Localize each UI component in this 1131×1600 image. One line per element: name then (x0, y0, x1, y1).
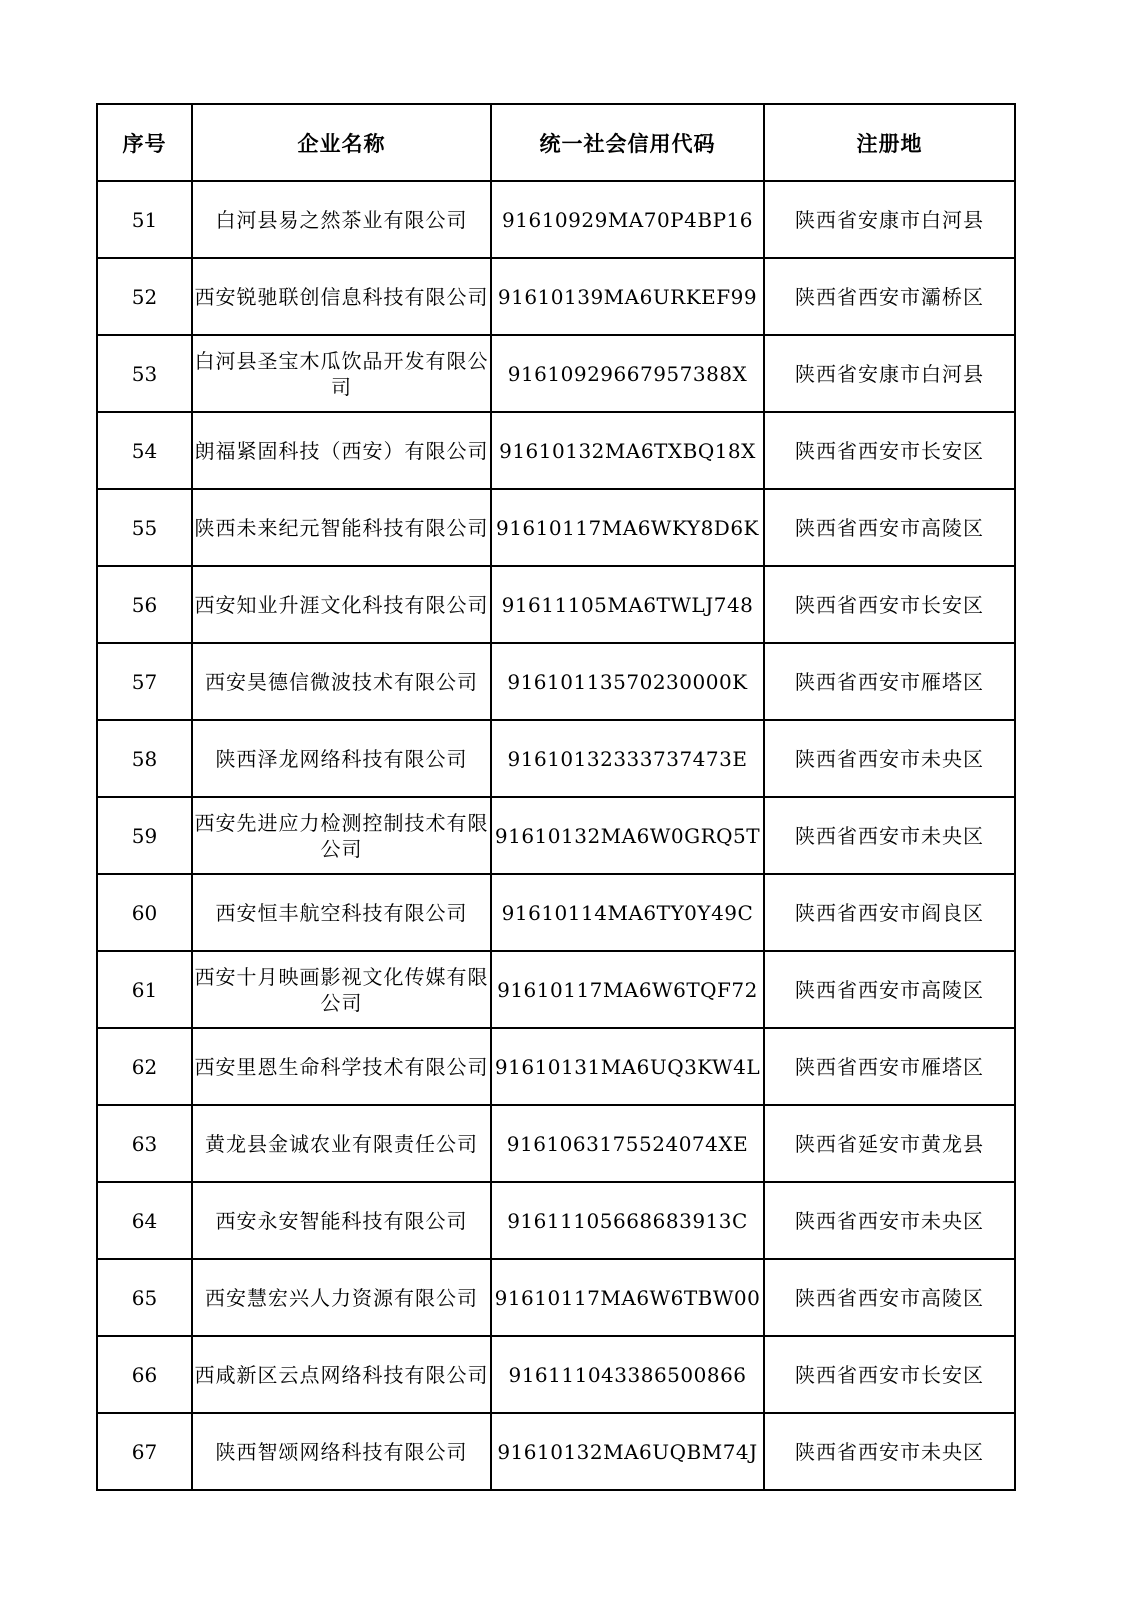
table-row (97, 1413, 1015, 1490)
cell-registration-place: 陕西省西安市雁塔区 (764, 1028, 1015, 1105)
table-row (97, 951, 1015, 1028)
cell-credit-code: 91611105MA6TWLJ748 (491, 566, 764, 643)
cell-credit-code: 91610113570230000K (491, 643, 764, 720)
cell-credit-code: 91610929667957388X (491, 335, 764, 412)
table-row (97, 1105, 1015, 1182)
cell-seq: 63 (97, 1105, 192, 1182)
table-row (97, 1336, 1015, 1413)
cell-seq: 56 (97, 566, 192, 643)
cell-company-name: 西安恒丰航空科技有限公司 (192, 874, 491, 951)
cell-registration-place: 陕西省安康市白河县 (764, 181, 1015, 258)
cell-seq: 62 (97, 1028, 192, 1105)
cell-registration-place: 陕西省西安市未央区 (764, 797, 1015, 874)
header-row (97, 104, 1015, 181)
cell-company-name: 西安慧宏兴人力资源有限公司 (192, 1259, 491, 1336)
cell-seq: 53 (97, 335, 192, 412)
cell-credit-code: 9161063175524074XE (491, 1105, 764, 1182)
cell-registration-place: 陕西省西安市未央区 (764, 1413, 1015, 1490)
cell-company-name: 西安里恩生命科学技术有限公司 (192, 1028, 491, 1105)
cell-seq: 55 (97, 489, 192, 566)
cell-credit-code: 91611105668683913C (491, 1182, 764, 1259)
table-row (97, 1028, 1015, 1105)
header-seq: 序号 (97, 104, 192, 181)
table-row (97, 489, 1015, 566)
cell-company-name: 西安先进应力检测控制技术有限公司 (192, 797, 491, 874)
document-page (96, 103, 1014, 1491)
cell-seq: 66 (97, 1336, 192, 1413)
cell-company-name: 西安十月映画影视文化传媒有限公司 (192, 951, 491, 1028)
header-company-name: 企业名称 (192, 104, 491, 181)
cell-credit-code: 91610114MA6TY0Y49C (491, 874, 764, 951)
cell-seq: 64 (97, 1182, 192, 1259)
cell-company-name: 白河县圣宝木瓜饮品开发有限公司 (192, 335, 491, 412)
table-row (97, 335, 1015, 412)
cell-registration-place: 陕西省安康市白河县 (764, 335, 1015, 412)
cell-seq: 61 (97, 951, 192, 1028)
header-registration-place: 注册地 (764, 104, 1015, 181)
cell-registration-place: 陕西省西安市长安区 (764, 1336, 1015, 1413)
cell-registration-place: 陕西省西安市未央区 (764, 720, 1015, 797)
cell-company-name: 陕西未来纪元智能科技有限公司 (192, 489, 491, 566)
cell-seq: 67 (97, 1413, 192, 1490)
cell-seq: 60 (97, 874, 192, 951)
cell-credit-code: 91610929MA70P4BP16 (491, 181, 764, 258)
table-row (97, 566, 1015, 643)
cell-registration-place: 陕西省西安市长安区 (764, 412, 1015, 489)
cell-seq: 58 (97, 720, 192, 797)
cell-credit-code: 91610139MA6URKEF99 (491, 258, 764, 335)
cell-registration-place: 陕西省西安市高陵区 (764, 1259, 1015, 1336)
cell-company-name: 西安永安智能科技有限公司 (192, 1182, 491, 1259)
table-row (97, 1182, 1015, 1259)
cell-company-name: 陕西智颂网络科技有限公司 (192, 1413, 491, 1490)
cell-seq: 51 (97, 181, 192, 258)
cell-credit-code: 91610117MA6W6TBW00 (491, 1259, 764, 1336)
table-header (97, 104, 1015, 181)
cell-credit-code: 916111043386500866 (491, 1336, 764, 1413)
cell-company-name: 西咸新区云点网络科技有限公司 (192, 1336, 491, 1413)
cell-registration-place: 陕西省西安市灞桥区 (764, 258, 1015, 335)
cell-seq: 59 (97, 797, 192, 874)
cell-registration-place: 陕西省延安市黄龙县 (764, 1105, 1015, 1182)
cell-credit-code: 91610132MA6UQBM74J (491, 1413, 764, 1490)
cell-registration-place: 陕西省西安市高陵区 (764, 951, 1015, 1028)
table-row (97, 412, 1015, 489)
cell-seq: 65 (97, 1259, 192, 1336)
cell-credit-code: 91610132MA6TXBQ18X (491, 412, 764, 489)
table-body (97, 181, 1015, 1490)
table-row (97, 797, 1015, 874)
cell-company-name: 西安知业升涯文化科技有限公司 (192, 566, 491, 643)
cell-registration-place: 陕西省西安市雁塔区 (764, 643, 1015, 720)
cell-company-name: 陕西泽龙网络科技有限公司 (192, 720, 491, 797)
cell-company-name: 朗福紧固科技（西安）有限公司 (192, 412, 491, 489)
table-row (97, 181, 1015, 258)
header-credit-code: 统一社会信用代码 (491, 104, 764, 181)
cell-seq: 52 (97, 258, 192, 335)
cell-company-name: 黄龙县金诚农业有限责任公司 (192, 1105, 491, 1182)
table-row (97, 643, 1015, 720)
enterprise-table (96, 103, 1016, 1491)
cell-registration-place: 陕西省西安市高陵区 (764, 489, 1015, 566)
cell-company-name: 西安锐驰联创信息科技有限公司 (192, 258, 491, 335)
cell-credit-code: 91610117MA6W6TQF72 (491, 951, 764, 1028)
table-row (97, 874, 1015, 951)
cell-credit-code: 91610117MA6WKY8D6K (491, 489, 764, 566)
cell-company-name: 白河县易之然茶业有限公司 (192, 181, 491, 258)
cell-credit-code: 91610131MA6UQ3KW4L (491, 1028, 764, 1105)
table-row (97, 720, 1015, 797)
cell-seq: 54 (97, 412, 192, 489)
cell-registration-place: 陕西省西安市长安区 (764, 566, 1015, 643)
cell-credit-code: 91610132333737473E (491, 720, 764, 797)
table-row (97, 1259, 1015, 1336)
cell-registration-place: 陕西省西安市未央区 (764, 1182, 1015, 1259)
cell-credit-code: 91610132MA6W0GRQ5T (491, 797, 764, 874)
cell-seq: 57 (97, 643, 192, 720)
cell-company-name: 西安昊德信微波技术有限公司 (192, 643, 491, 720)
cell-registration-place: 陕西省西安市阎良区 (764, 874, 1015, 951)
table-row (97, 258, 1015, 335)
